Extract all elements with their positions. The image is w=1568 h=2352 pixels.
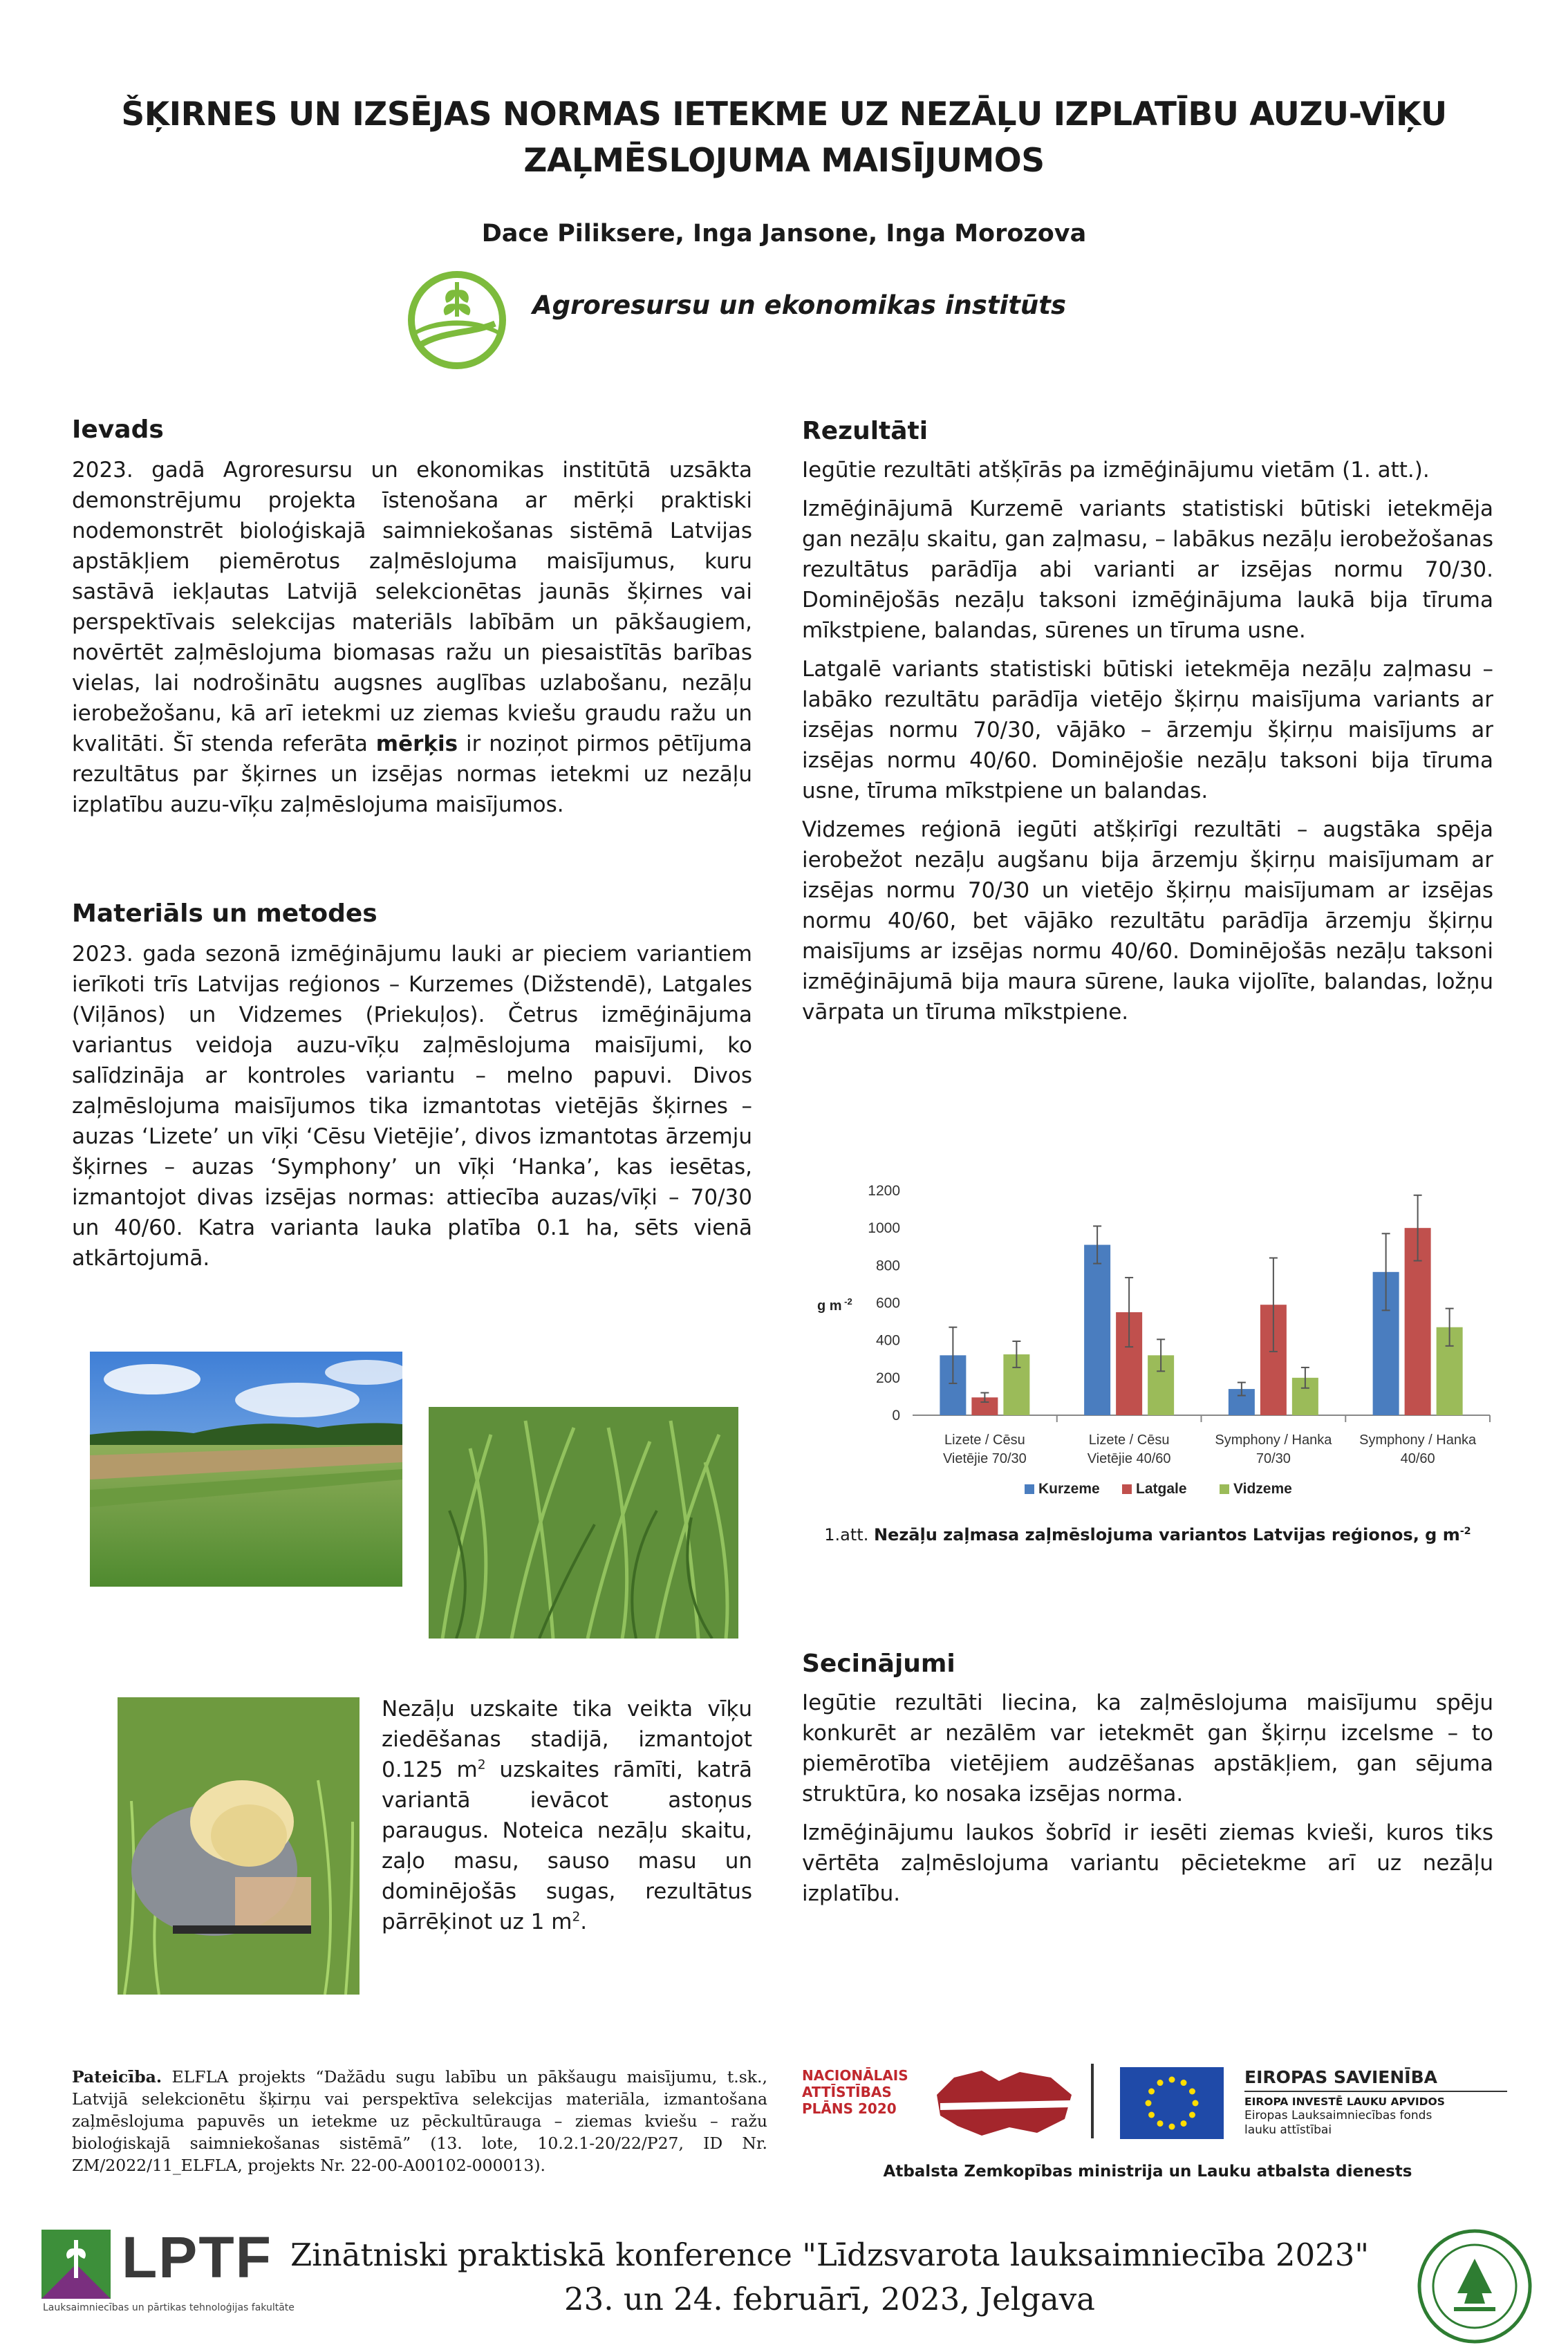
sampling-text-part: Nezāļu uzskaite tika veikta vīķu ziedēšanas stadijā, izmantojot 0.125 m [382, 1697, 752, 1782]
ack-label: Pateicība. [72, 2067, 162, 2087]
eu-text [1244, 2067, 1507, 2138]
title-line-2: ZAĻMĒSLOJUMA MAISĪJUMOS [523, 142, 1045, 180]
eu-star [1193, 2100, 1199, 2107]
support-text: Atbalsta Zemkopības ministrija un Lauku atbalsta dienests [883, 2163, 1412, 2181]
intro-section [72, 415, 752, 820]
intro-text [72, 455, 752, 820]
eu-star [1169, 2077, 1175, 2083]
field-photo [90, 1352, 402, 1587]
nap-line: ATTĪSTĪBAS [802, 2084, 892, 2100]
nap-line: NACIONĀLAIS [802, 2067, 908, 2084]
title-line-1: ŠĶIRNES UN IZSĒJAS NORMAS IETEKME UZ NEZĀĻU IZPLATĪBU AUZU-VĪĶU [121, 95, 1447, 133]
category-label: Lizete / Cēsu [944, 1432, 1025, 1448]
eu-star [1146, 2100, 1152, 2107]
y-tick-label: 200 [875, 1370, 900, 1386]
results-section [802, 416, 1493, 1036]
y-axis-label: g m $^{-2}$ [817, 1296, 852, 1314]
methods-text: 2023. gada sezonā izmēģinājumu lauki ar pieciem variantiem ierīkoti trīs Latvijas reģionos – Kurzemes (Dižstendē), Latgales (Viļānos) un Vidzemes (Priekuļos). Četrus izmēģinājuma variantus veidoja auzu-vīķu zaļmēslojuma maisījumi, ko salīdzināja ar kontroles variantu – melno papuvi. Divos zaļmēslojuma maisījumos tika izmantotas vietējās šķirnes – auzas ‘Lizete’ un vīķi ‘Cēsu Vietējie’, divos izmantotas ārzemju šķirnes – auzas ‘Symphony’ un vīķi ‘Hanka’, kas iesētas, izmantojot divas izsējas normas: attiecība auzas/vīķi – 70/30 un 40/60. Katra varianta lauka platība 0.1 ha, sēts vienā atkārtojumā. [72, 942, 752, 1271]
results-p1: Iegūtie rezultāti atšķīrās pa izmēģinājumu vietām (1. att.). [802, 458, 1430, 483]
category-label: Symphony / Hanka [1359, 1432, 1477, 1448]
conference-line-1: Zinātniski praktiskā konference "Līdzsvarota lauksaimniecība 2023" [290, 2237, 1370, 2273]
latvia-map-icon [933, 2064, 1075, 2140]
y-tick-label: 400 [875, 1332, 900, 1349]
category-label: Symphony / Hanka [1215, 1432, 1332, 1448]
institute-name: Agroresursu un ekonomikas institūts [532, 290, 1066, 320]
conference-line-2: 23. un 24. februārī, 2023, Jelgava [563, 2281, 1095, 2317]
y-axis-label-sup: -2 [841, 1296, 852, 1307]
conclusions-heading: Secinājumi [802, 1650, 955, 1678]
intro-heading: Ievads [72, 416, 164, 444]
eu-star [1148, 2112, 1155, 2118]
caption-sup: -2 [1459, 1526, 1471, 1537]
results-p4: Vidzemes reģionā iegūti atšķirīgi rezultāti – augstāka spēja ierobežot nezāļu augšanu bija ārzemju šķirņu maisījumam ar izsējas normu 70/30 un vietējo šķirņu maisījumam ar izsējas normu 40/60, bet vājāko rezultātu parādīja ārzemju šķirņu maisījums ar izsējas normu 40/60. Dominējošās nezāļu taksoni izmēģinājumā bija maura sūrene, lauka vijolīte, balandas, ložņu vārpata un tīruma mīkstpiene. [802, 817, 1493, 1025]
intro-text-part: 2023. gadā Agroresursu un ekonomikas institūtā uzsākta demonstrējumu projekta īstenošana ar mērķi praktiski nodemonstrēt bioloģiskajā saimniekošanas sistēmā Latvijas apstākļiem piemērotus zaļmēslojuma maisījumus, kuru sastāvā iekļautas Latvijā selekcionētas jaunās šķirnes vai perspektīvais selekcijas materiāls labībām un pākšaugiem, novērtēt zaļmēslojuma biomasas ražu un piesaistītās barības vielas, lai nodrošinātu augsnes auglības uzlabošanu, nezāļu ierobežošanu, kā arī ietekmi uz ziemas kviešu graudu ražu un kvalitāti. Šī stenda referāta [72, 458, 752, 756]
conclusions-p2: Izmēģinājumu laukos šobrīd ir iesēti ziemas kvieši, kuros tiks vērtēta zaļmēslojuma variantu pēcietekme arī uz nezāļu izplatību. [802, 1820, 1493, 1906]
category-label: 70/30 [1256, 1451, 1291, 1466]
intro-text-part: ir noziņot pirmos pētījuma rezultātus par šķirnes un izsējas normas ietekmi uz nezāļu izplatību auzu-vīķu zaļmēslojuma maisījumos. [72, 731, 752, 817]
legend-label-vidzeme: Vidzeme [1233, 1481, 1292, 1497]
bar-kurzeme [1084, 1245, 1110, 1415]
chart-caption [802, 1524, 1493, 1545]
legend-swatch-latgale [1122, 1484, 1132, 1494]
acknowledgement [72, 2066, 767, 2176]
conclusions-p1: Iegūtie rezultāti liecina, ka zaļmēslojuma maisījumu spēju konkurēt ar nezālēm var ietekmēt gan šķirņu izcelsme – to piemērotība vietējiem audzēšanas apstākļiem, gan sējuma struktūra, ko nosaka izsējas norma. [802, 1690, 1493, 1807]
eu-star [1157, 2080, 1164, 2086]
conclusions-section [802, 1649, 1493, 1917]
methods-heading: Materiāls un metodes [72, 899, 377, 928]
results-p2: Izmēģinājumā Kurzemē variants statistiski būtiski ietekmēja gan nezāļu skaitu, gan zaļmasu, – labākus nezāļu ierobežošanas rezultātus parādīja abi varianti ar izsējas normu 70/30. Dominējošās nezāļu taksoni izmēģinājuma laukā bija tīruma mīkstpiene, balandas, sūrenes un tīruma usne. [802, 496, 1493, 643]
sampling-section [382, 1694, 752, 1937]
sampling-text-part: . [580, 1910, 588, 1934]
y-tick-label: 600 [875, 1295, 900, 1312]
chart-svg [802, 1175, 1493, 1521]
methods-section [72, 899, 752, 1273]
intro-bold-word: mērķis [375, 731, 458, 756]
eu-star [1148, 2089, 1155, 2095]
category-label: Vietējie 70/30 [942, 1451, 1027, 1466]
eu-star [1181, 2080, 1187, 2086]
sampling-sup: 2 [572, 1910, 581, 1925]
caption-bold-text: Nezāļu zaļmasa zaļmēslojuma variantos Latvijas reģionos, g m [873, 1525, 1460, 1544]
nap-line: PLĀNS 2020 [802, 2100, 897, 2117]
category-label: Vietējie 40/60 [1087, 1451, 1171, 1466]
caption-bold [874, 1525, 1471, 1544]
weeds-photo [429, 1407, 738, 1639]
eu-star [1189, 2112, 1195, 2118]
lptf-subtitle: Lauksaimniecības un pārtikas tehnoloģijas fakultāte [43, 2302, 295, 2313]
eu-star [1181, 2120, 1187, 2127]
authors: Dace Piliksere, Inga Jansone, Inga Morozova [481, 220, 1087, 248]
eu-title: EIROPAS SAVIENĪBA [1244, 2067, 1437, 2087]
sampling-photo [118, 1697, 360, 1995]
institute-logo-icon [405, 268, 509, 372]
y-tick-label: 0 [892, 1408, 900, 1424]
sampling-sup: 2 [477, 1757, 486, 1773]
category-label: 40/60 [1400, 1451, 1435, 1466]
results-p3: Latgalē variants statistiski būtiski ietekmēja nezāļu zaļmasu – labāko rezultātu parādīja vietējo šķirņu maisījuma variants ar izsējas normu 70/30, vājāko – ārzemju šķirņu maisījums ar izsējas normu 40/60. Dominējošie nezāļu taksoni bija tīruma usne, tīruma mīkstpiene un balandas. [802, 657, 1493, 803]
eu-star [1157, 2120, 1164, 2127]
sampling-text [382, 1694, 752, 1937]
legend-swatch-kurzeme [1025, 1484, 1034, 1494]
sampling-text-part: uzskaites rāmīti, katrā variantā ievācot astoņus paraugus. Noteica nezāļu skaitu, zaļo masu, sauso masu un dominējošās sugas, rezultātus pārrēķinot uz 1 m [382, 1757, 752, 1934]
ack-text: ELFLA projekts “Dažādu sugu labību un pākšaugu maisījumu, t.sk., Latvijā selekcionētu šķirņu vai perspektīva selekcijas materiāla, izmantošana zaļmēslojuma papuvēs un ietekme uz pēckultūrauga – ziemas kviešu – ražu bioloģiskajā saimniekošanas sistēmā” (13. lote, 10.2.1-20/22/P27, ID Nr. ZM/2022/11_ELFLA, projekts Nr. 22-00-A00102-000013). [72, 2067, 767, 2175]
eu-flag-icon [1120, 2067, 1224, 2139]
eu-line: EIROPA INVESTĒ LAUKU APVIDOS [1244, 2096, 1445, 2108]
lptf-logo-icon [41, 2230, 111, 2299]
eu-line: Eiropas Lauksaimniecības fonds [1244, 2109, 1432, 2122]
eu-star [1169, 2124, 1175, 2130]
y-tick-label: 800 [875, 1258, 900, 1274]
caption-prefix: 1.att. [824, 1525, 874, 1544]
category-label: Lizete / Cēsu [1088, 1432, 1170, 1448]
y-tick-label: 1200 [868, 1183, 900, 1199]
eu-line: lauku attīstībai [1244, 2123, 1332, 2137]
legend-swatch-vidzeme [1220, 1484, 1229, 1494]
poster-title [62, 91, 1506, 184]
eu-star [1189, 2089, 1195, 2095]
lptf-wordmark: LPTF [122, 2225, 272, 2290]
results-heading: Rezultāti [802, 417, 928, 445]
weed-biomass-chart [802, 1175, 1493, 1521]
university-seal-icon [1416, 2228, 1533, 2345]
conference-info [277, 2233, 1383, 2322]
y-tick-label: 1000 [868, 1220, 900, 1237]
funders-divider [1091, 2064, 1094, 2138]
legend-label-latgale: Latgale [1136, 1481, 1187, 1497]
legend-label-kurzeme: Kurzeme [1038, 1481, 1100, 1497]
